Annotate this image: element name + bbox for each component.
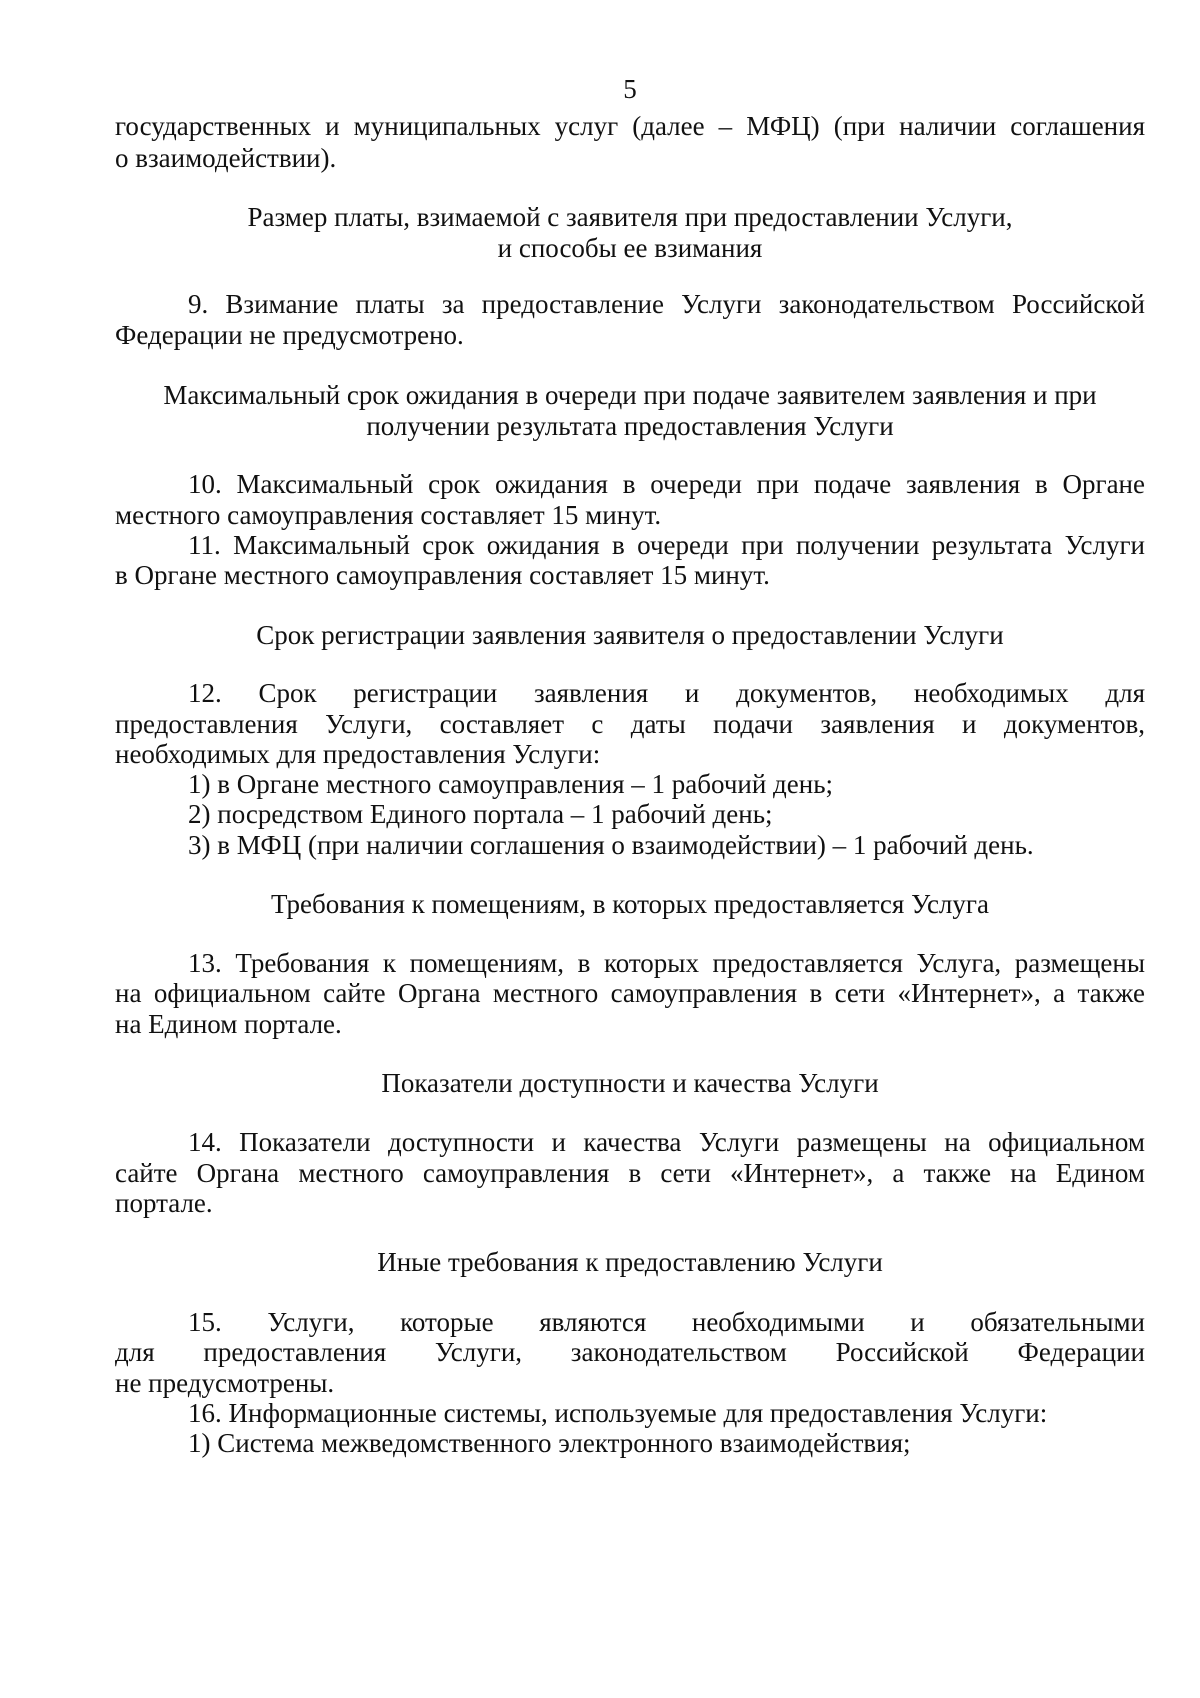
paragraph-line: для предоставления Услуги, законодательством Российской Федерации bbox=[115, 1337, 1145, 1367]
list-item: 3) в МФЦ (при наличии соглашения о взаимодействии) – 1 рабочий день. bbox=[188, 830, 1034, 860]
list-item: 1) Система межведомственного электронного взаимодействия; bbox=[188, 1428, 911, 1458]
paragraph-line: на Едином портале. bbox=[115, 1009, 342, 1039]
paragraph-line: 12. Срок регистрации заявления и документов, необходимых для bbox=[188, 678, 1145, 708]
paragraph-line: о взаимодействии). bbox=[115, 143, 337, 173]
paragraph-line: 13. Требования к помещениям, в которых предоставляется Услуга, размещены bbox=[188, 948, 1145, 978]
paragraph-line: 9. Взимание платы за предоставление Услуги законодательством Российской bbox=[188, 289, 1145, 319]
paragraph-line: государственных и муниципальных услуг (далее – МФЦ) (при наличии соглашения bbox=[115, 111, 1145, 141]
section-heading: Требования к помещениям, в которых предоставляется Услуга bbox=[271, 889, 989, 919]
paragraph-line: в Органе местного самоуправления составляет 15 минут. bbox=[115, 560, 770, 590]
section-heading: получении результата предоставления Услуги bbox=[366, 411, 894, 441]
paragraph-line: 15. Услуги, которые являются необходимыми и обязательными bbox=[188, 1307, 1145, 1337]
paragraph-line: 14. Показатели доступности и качества Услуги размещены на официальном bbox=[188, 1127, 1145, 1157]
paragraph-line: портале. bbox=[115, 1188, 213, 1218]
section-heading: Максимальный срок ожидания в очереди при подаче заявителем заявления и при bbox=[163, 380, 1097, 410]
section-heading: Срок регистрации заявления заявителя о предоставлении Услуги bbox=[256, 620, 1004, 650]
paragraph-line: предоставления Услуги, составляет с даты подачи заявления и документов, bbox=[115, 709, 1145, 739]
page-number: 5 bbox=[623, 74, 637, 104]
section-heading: и способы ее взимания bbox=[497, 233, 763, 263]
list-item: 2) посредством Единого портала – 1 рабочий день; bbox=[188, 799, 773, 829]
paragraph-line: местного самоуправления составляет 15 минут. bbox=[115, 500, 662, 530]
section-heading: Размер платы, взимаемой с заявителя при предоставлении Услуги, bbox=[247, 202, 1013, 232]
paragraph-line: сайте Органа местного самоуправления в сети «Интернет», а также на Едином bbox=[115, 1158, 1145, 1188]
paragraph-line: на официальном сайте Органа местного самоуправления в сети «Интернет», а также bbox=[115, 978, 1145, 1008]
paragraph-line: 16. Информационные системы, используемые для предоставления Услуги: bbox=[188, 1398, 1048, 1428]
section-heading: Показатели доступности и качества Услуги bbox=[381, 1068, 879, 1098]
paragraph-line: необходимых для предоставления Услуги: bbox=[115, 739, 601, 769]
paragraph-line: Федерации не предусмотрено. bbox=[115, 320, 464, 350]
section-heading: Иные требования к предоставлению Услуги bbox=[377, 1247, 883, 1277]
paragraph-line: 10. Максимальный срок ожидания в очереди при подаче заявления в Органе bbox=[188, 469, 1145, 499]
paragraph-line: не предусмотрены. bbox=[115, 1368, 335, 1398]
list-item: 1) в Органе местного самоуправления – 1 рабочий день; bbox=[188, 769, 834, 799]
paragraph-line: 11. Максимальный срок ожидания в очереди при получении результата Услуги bbox=[188, 530, 1145, 560]
